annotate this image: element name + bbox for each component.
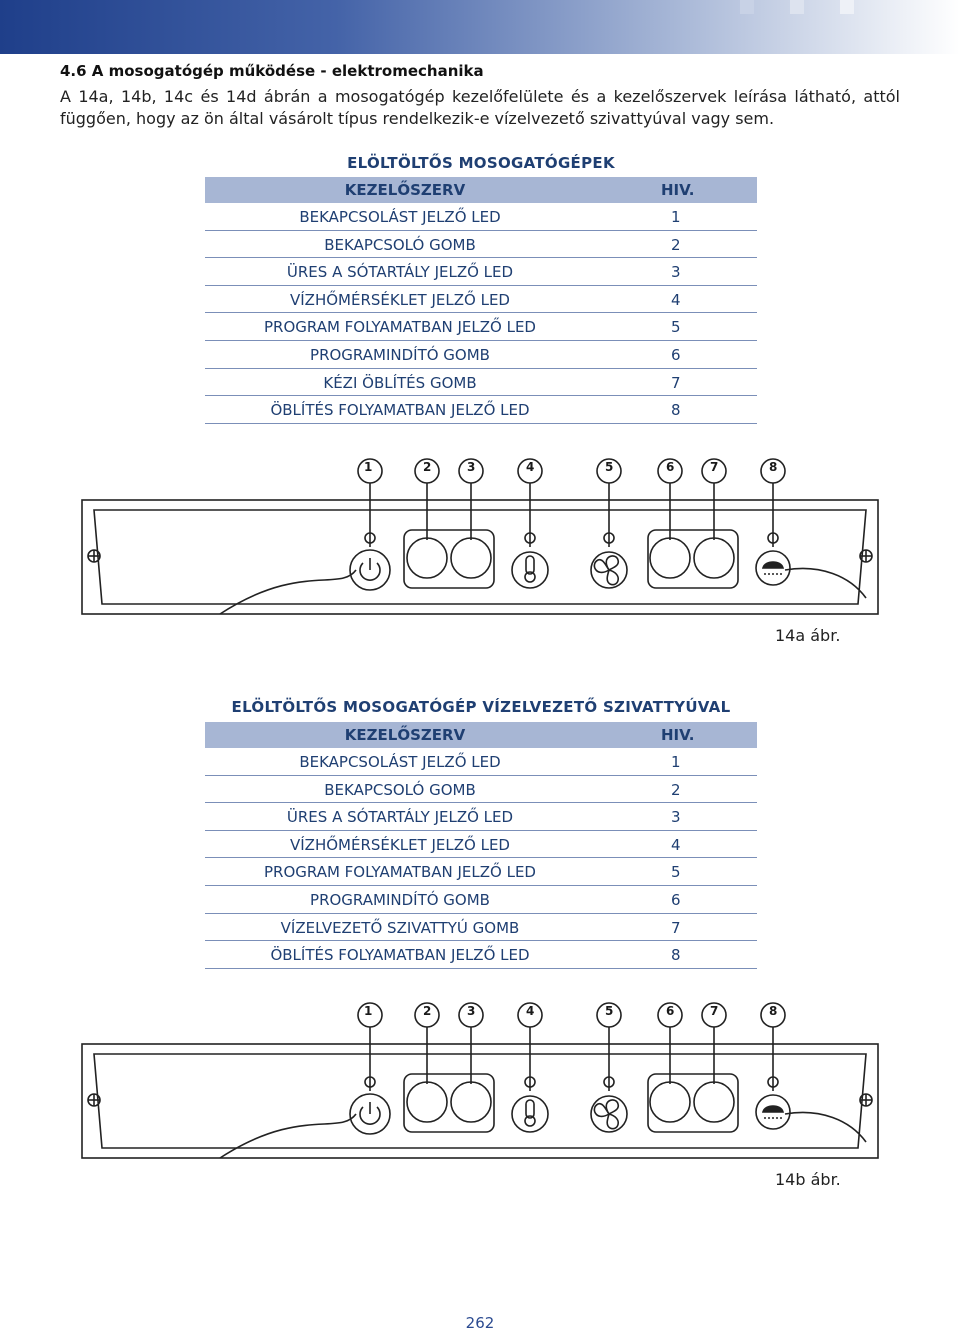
cable-left xyxy=(220,1114,356,1158)
callout-label: 5 xyxy=(605,460,614,474)
screw-right-icon xyxy=(860,550,872,562)
control-name: VÍZELVEZETŐ SZIVATTYÚ GOMB xyxy=(280,918,520,937)
program-start-button-icon xyxy=(650,1082,690,1122)
program-buttons-box xyxy=(648,1074,738,1132)
cable-right xyxy=(785,568,866,598)
callout-label: 1 xyxy=(364,460,373,474)
program-fan-icon xyxy=(591,552,627,588)
table-row xyxy=(205,914,757,942)
control-name: ÜRES A SÓTARTÁLY JELZŐ LED xyxy=(286,263,514,282)
salt-led-lens-icon xyxy=(407,538,447,578)
thermometer-icon xyxy=(512,1096,548,1132)
table-row xyxy=(205,396,757,424)
callout-label: 2 xyxy=(423,1004,432,1018)
col-ref-header: HIV. xyxy=(661,726,695,744)
ref-number: 5 xyxy=(671,863,681,882)
table-b-header xyxy=(205,722,757,748)
salt-led-lens-icon xyxy=(407,1082,447,1122)
table-row xyxy=(205,776,757,804)
callout-label: 6 xyxy=(666,1004,675,1018)
callout-label: 4 xyxy=(526,1004,535,1018)
table-row xyxy=(205,203,757,231)
table-row xyxy=(205,369,757,397)
control-name: ÜRES A SÓTARTÁLY JELZŐ LED xyxy=(286,808,514,827)
figure-caption-b: 14b ábr. xyxy=(775,1170,841,1189)
screw-right-icon xyxy=(860,1094,872,1106)
thermometer-icon xyxy=(512,552,548,588)
table-row xyxy=(205,748,757,776)
figure-caption-a: 14a ábr. xyxy=(775,626,841,645)
ref-number: 4 xyxy=(671,835,681,854)
control-name: BEKAPCSOLÓ GOMB xyxy=(324,780,476,799)
program-buttons-box xyxy=(648,530,738,588)
control-name: KÉZI ÖBLÍTÉS GOMB xyxy=(323,373,477,392)
control-name: PROGRAM FOLYAMATBAN JELZŐ LED xyxy=(264,863,536,882)
table-a xyxy=(205,177,757,424)
panel-inner-frame xyxy=(94,510,866,604)
ref-number: 2 xyxy=(671,235,681,254)
callout-labels-a xyxy=(0,460,960,484)
control-name: VÍZHŐMÉRSÉKLET JELZŐ LED xyxy=(290,835,510,854)
salt-indicator-box xyxy=(404,530,494,588)
callout-label: 8 xyxy=(769,1004,778,1018)
panel-frame xyxy=(82,1044,878,1158)
banner-square xyxy=(840,0,854,14)
program-fan-icon xyxy=(591,1096,627,1132)
ref-number: 8 xyxy=(671,401,681,420)
program-start-button-icon xyxy=(650,538,690,578)
table-row xyxy=(205,341,757,369)
control-name: BEKAPCSOLÓ GOMB xyxy=(324,235,476,254)
screw-left-icon xyxy=(88,1094,100,1106)
salt-led-lens-icon xyxy=(451,1082,491,1122)
control-name: VÍZHŐMÉRSÉKLET JELZŐ LED xyxy=(290,290,510,309)
banner-square xyxy=(740,0,754,14)
table-row xyxy=(205,858,757,886)
rinse-indicator-icon xyxy=(756,1095,790,1129)
table-row xyxy=(205,831,757,859)
ref-number: 5 xyxy=(671,318,681,337)
callout-label: 6 xyxy=(666,460,675,474)
control-name: ÖBLÍTÉS FOLYAMATBAN JELZŐ LED xyxy=(270,401,530,420)
banner-square xyxy=(790,0,804,14)
ref-number: 1 xyxy=(671,753,681,771)
salt-led-lens-icon xyxy=(451,538,491,578)
table-a-title: ELÖLTÖLTŐS MOSOGATÓGÉPEK xyxy=(347,154,615,172)
callout-label: 3 xyxy=(467,460,476,474)
table-row xyxy=(205,941,757,969)
table-row xyxy=(205,886,757,914)
control-name: PROGRAMINDÍTÓ GOMB xyxy=(310,890,490,909)
ref-number: 2 xyxy=(671,780,681,799)
cable-left xyxy=(220,570,356,614)
callout-label: 2 xyxy=(423,460,432,474)
col-ref-header: HIV. xyxy=(661,181,695,199)
control-name: ÖBLÍTÉS FOLYAMATBAN JELZŐ LED xyxy=(270,946,530,965)
table-row xyxy=(205,313,757,341)
col-control-header: KEZELŐSZERV xyxy=(344,181,466,199)
salt-indicator-box xyxy=(404,1074,494,1132)
ref-number: 3 xyxy=(671,263,681,282)
table-row xyxy=(205,258,757,286)
top-banner xyxy=(0,0,960,54)
ref-number: 1 xyxy=(671,208,681,226)
callout-label: 4 xyxy=(526,460,535,474)
panel-frame xyxy=(82,500,878,614)
callout-label: 7 xyxy=(710,1004,719,1018)
callout-label: 8 xyxy=(769,460,778,474)
table-b-title: ELÖLTÖLTŐS MOSOGATÓGÉP VÍZELVEZETŐ SZIVATTYÚVAL xyxy=(231,698,731,716)
control-name: BEKAPCSOLÁST JELZŐ LED xyxy=(299,753,501,771)
control-name: BEKAPCSOLÁST JELZŐ LED xyxy=(299,208,501,226)
col-control-header: KEZELŐSZERV xyxy=(344,726,466,744)
panel-inner-frame xyxy=(94,1054,866,1148)
ref-number: 8 xyxy=(671,946,681,965)
page-number: 262 xyxy=(465,1314,495,1332)
callout-label: 5 xyxy=(605,1004,614,1018)
table-row xyxy=(205,286,757,314)
table-row xyxy=(205,803,757,831)
ref-number: 3 xyxy=(671,808,681,827)
callout-label: 1 xyxy=(364,1004,373,1018)
control-name: PROGRAMINDÍTÓ GOMB xyxy=(310,345,490,364)
callout-label: 3 xyxy=(467,1004,476,1018)
ref-number: 4 xyxy=(671,290,681,309)
ref-number: 7 xyxy=(671,918,681,937)
cable-right xyxy=(785,1112,866,1142)
section-heading: 4.6 A mosogatógép működése - elektromechanika xyxy=(60,62,484,80)
callout-labels-b xyxy=(0,1004,960,1028)
ref-number: 7 xyxy=(671,373,681,392)
intro-paragraph: A 14a, 14b, 14c és 14d ábrán a mosogatógép kezelőfelülete és a kezelőszervek leírása látható, attól függően, hogy az ön által vásárolt típus rendelkezik-e vízelvezető szivattyúval vagy sem. xyxy=(60,87,900,128)
control-name: PROGRAM FOLYAMATBAN JELZŐ LED xyxy=(264,318,536,337)
drain-pump-button-icon xyxy=(694,1082,734,1122)
ref-number: 6 xyxy=(671,345,681,364)
table-row xyxy=(205,231,757,259)
callout-label: 7 xyxy=(710,460,719,474)
table-b xyxy=(205,722,757,969)
rinse-indicator-icon xyxy=(756,551,790,585)
table-a-header xyxy=(205,177,757,203)
screw-left-icon xyxy=(88,550,100,562)
ref-number: 6 xyxy=(671,890,681,909)
rinse-button-icon xyxy=(694,538,734,578)
